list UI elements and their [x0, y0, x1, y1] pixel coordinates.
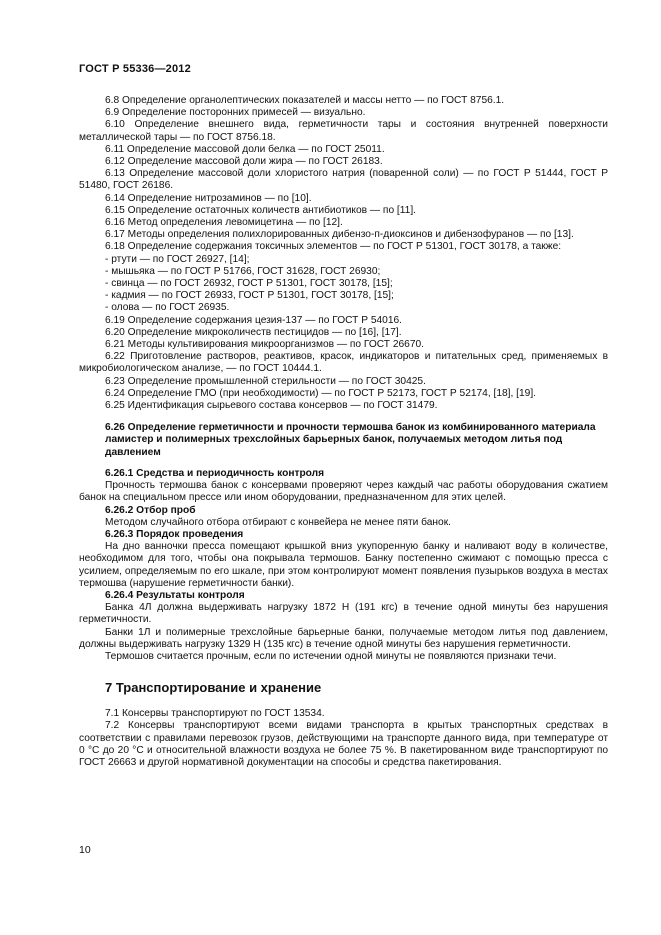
clause-7-2: 7.2 Консервы транспортируют всеми видами транспорта в крытых транспортных средствах в соответствии с правилами перевозок грузов, действующими на транспорте данного вида, при температуре от 0 °С до 20 °С и относительной влажности воздуха не более 75 %. В пакетированном виде транспортируют по ГОСТ 26663 и другой нормативной документации на способы и средства пакетирования. — [79, 720, 608, 768]
clause-6-11: 6.11 Определение массовой доли белка — по ГОСТ 25011. — [105, 143, 385, 155]
clause-6-26-1-text: Прочность термошва банок с консервами проверяют через каждый час работы оборудования сжатием банок на специальном прессе или ином оборудовании, предназначенном для этих целей. — [79, 480, 608, 504]
clause-6-19: 6.19 Определение содержания цезия-137 — по ГОСТ Р 54016. — [105, 314, 402, 326]
clause-6-25: 6.25 Идентификация сырьевого состава консервов — по ГОСТ 31479. — [105, 400, 438, 412]
clause-6-26-4-heading: 6.26.4 Результаты контроля — [105, 589, 245, 601]
list-item-mercury: - ртути — по ГОСТ 26927, [14]; — [105, 253, 250, 265]
clause-6-26-4-text-3: Термошов считается прочным, если по истечении одной минуты не появляются признаки течи. — [105, 650, 557, 662]
clause-6-24: 6.24 Определение ГМО (при необходимости) — по ГОСТ Р 52173, ГОСТ Р 52174, [18], [19]. — [105, 387, 536, 399]
clause-6-26-2-text: Методом случайного отбора отбирают с конвейера не менее пяти банок. — [105, 516, 452, 528]
clause-6-26-3-text: На дно ванночки пресса помещают крышкой вниз укупоренную банку и наливают воду в количестве, необходимом для того, чтобы она покрывала термошов. Банку постепенно сжимают с помощью пресса с усилием, определяемым по его шкале, при этом контролируют момент появления пузырьков воздуха в местах термошва (нарушение герметичности банки). — [79, 541, 608, 589]
document-header: ГОСТ Р 55336—2012 — [79, 63, 191, 75]
clause-6-26-4-text-2: Банки 1Л и полимерные трехслойные барьерные банки, получаемые методом литья под давлением, должны выдерживать нагрузку 1329 Н (135 кгс) в течение одной минуты без нарушения герметичности. — [79, 626, 608, 650]
section-7-title: 7 Транспортирование и хранение — [105, 680, 322, 696]
list-item-tin: - олова — по ГОСТ 26935. — [105, 302, 230, 314]
clause-6-26-heading: 6.26 Определение герметичности и прочности термошва банок из комбинированного материала ламистер и полимерных трехслойных барьерных банок, получаемых методом литья под давлением — [105, 422, 596, 458]
clause-6-26-2-heading: 6.26.2 Отбор проб — [105, 504, 196, 516]
clause-6-13: 6.13 Определение массовой доли хлористого натрия (поваренной соли) — по ГОСТ Р 51444, ГОСТ Р 51480, ГОСТ 26186. — [79, 168, 608, 192]
clause-6-15: 6.15 Определение остаточных количеств антибиотиков — по [11]. — [105, 204, 416, 216]
clause-6-23: 6.23 Определение промышленной стерильности — по ГОСТ 30425. — [105, 375, 426, 387]
clause-7-1: 7.1 Консервы транспортируют по ГОСТ 13534. — [105, 708, 325, 720]
page-content — [79, 95, 608, 769]
clause-6-18: 6.18 Определение содержания токсичных элементов — по ГОСТ Р 51301, ГОСТ 30178, а также: — [105, 241, 562, 253]
clause-6-26-3-heading: 6.26.3 Порядок проведения — [105, 528, 244, 540]
clause-6-22: 6.22 Приготовление растворов, реактивов, красок, индикаторов и питательных сред, применяемых в микробиологическом анализе, — по ГОСТ 10444.1. — [79, 351, 608, 375]
list-item-arsenic: - мышьяка — по ГОСТ Р 51766, ГОСТ 31628, ГОСТ 26930; — [105, 265, 381, 277]
page-number: 10 — [79, 844, 91, 856]
clause-6-26-1-heading: 6.26.1 Средства и периодичность контроля — [105, 467, 325, 479]
clause-6-9: 6.9 Определение посторонних примесей — визуально. — [105, 107, 366, 119]
clause-6-10: 6.10 Определение внешнего вида, герметичности тары и состояния внутренней поверхности металлической тары — по ГОСТ 8756.18. — [79, 119, 608, 143]
clause-6-16: 6.16 Метод определения левомицетина — по [12]. — [105, 217, 343, 229]
list-item-cadmium: - кадмия — по ГОСТ 26933, ГОСТ Р 51301, ГОСТ 30178, [15]; — [105, 290, 394, 302]
list-item-lead: - свинца — по ГОСТ 26932, ГОСТ Р 51301, ГОСТ 30178, [15]; — [105, 278, 393, 290]
clause-6-21: 6.21 Методы культивирования микроорганизмов — по ГОСТ 26670. — [105, 339, 424, 351]
clause-6-12: 6.12 Определение массовой доли жира — по ГОСТ 26183. — [105, 156, 383, 168]
clause-6-14: 6.14 Определение нитрозаминов — по [10]. — [105, 192, 312, 204]
clause-6-26-4-text-1: Банка 4Л должна выдерживать нагрузку 1872 Н (191 кгс) в течение одной минуты без нарушения герметичности. — [79, 602, 608, 626]
clause-6-17: 6.17 Методы определения полихлорированных дибензо-п-диоксинов и дибензофуранов — по [13]. — [105, 229, 574, 241]
clause-6-20: 6.20 Определение микроколичеств пестицидов — по [16], [17]. — [105, 326, 402, 338]
clause-6-8: 6.8 Определение органолептических показателей и массы нетто — по ГОСТ 8756.1. — [105, 95, 505, 106]
